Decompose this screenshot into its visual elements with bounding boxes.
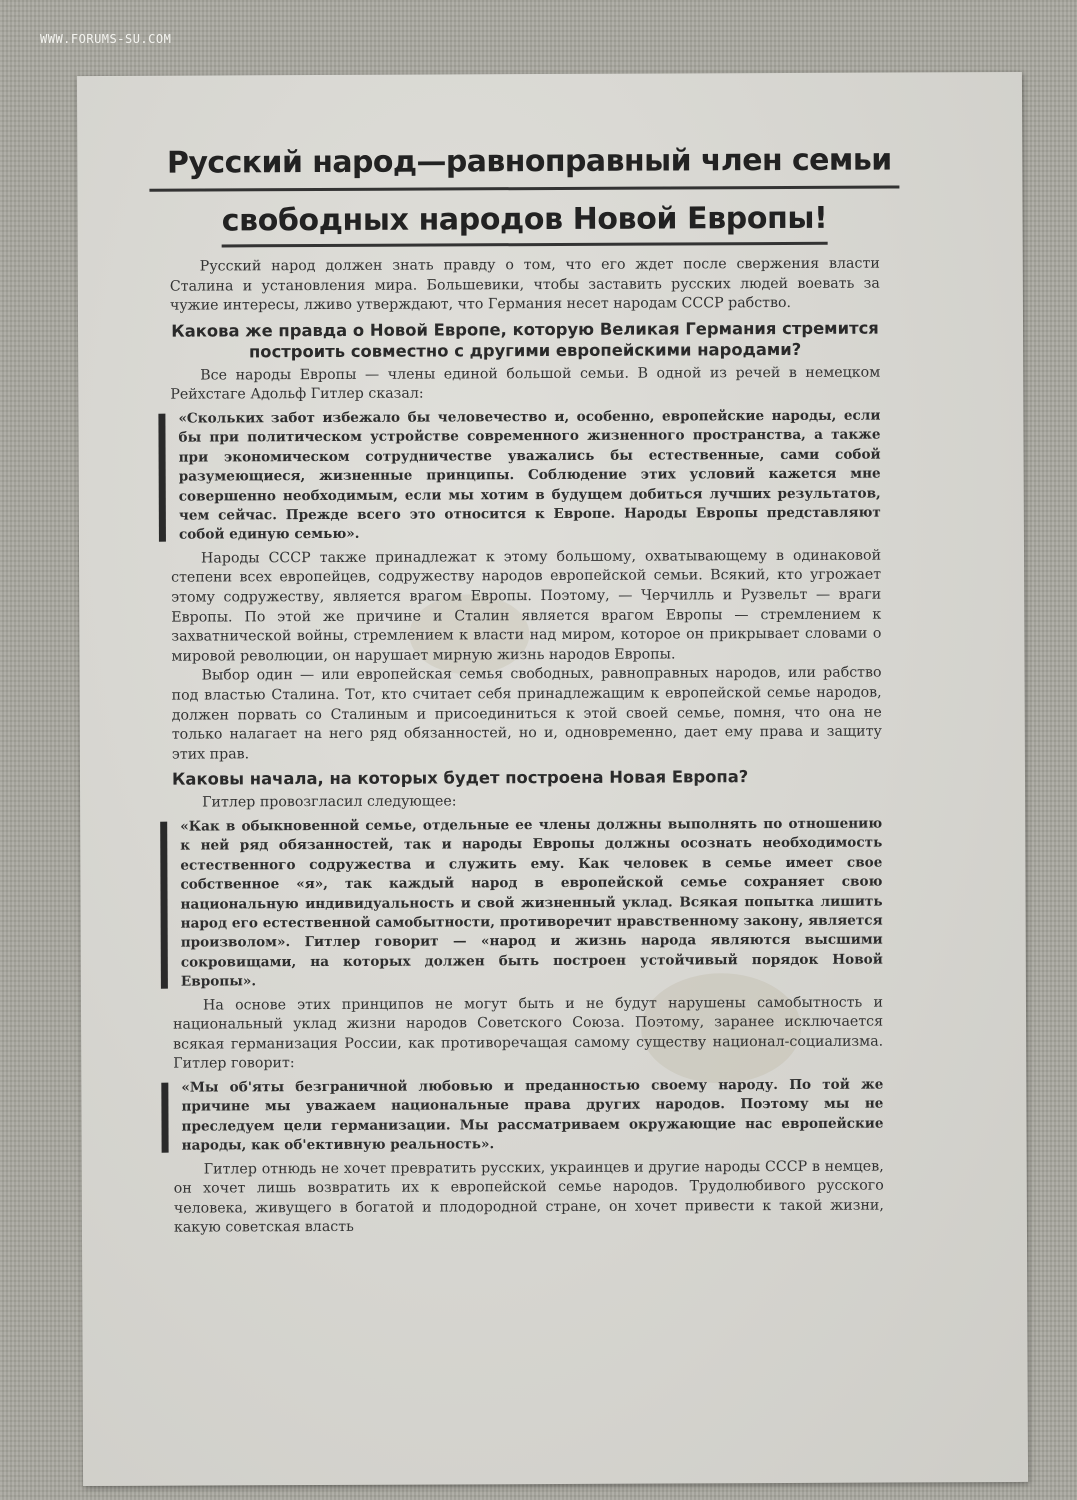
leaflet-page (77, 72, 1028, 1486)
quote-2: «Как в обыкновенной семье, отдельные ее члены должны выполнять по отношению к ней ряд обязанностей, так и народы Европы должны осознать необходимость естественного содружества и служить ему. Как человек в семье имеет свое собственное «я», так каждый народ в европейской семье сохраняет свою национальную индивидуальность и свой жизненный уклад. Всякая попытка лишить народ его естественной самобытности, противоречит нравственному закону, является произволом». Гитлер говорит — «народ и жизнь народа являются высшими сокровищами, на которых должен быть построен устойчивый порядок Новой Европы». (180, 815, 883, 990)
heading-principles: Каковы начала, на которых будет построена Новая Европа? (171, 767, 749, 790)
title-line-2: свободных народов Новой Европы! (222, 201, 828, 248)
quote-block-1 (158, 407, 881, 546)
paragraph-principles-basis: На основе этих принципов не могут быть и не будут нарушены самобытность и национальный уклад жизни народов Советского Союза. Поэтому, заранее исключается всякая германизация России, как противоречащая самому существу национал-социализма. Гитлер говорит: (173, 994, 884, 1073)
paragraph-european-family: Все народы Европы — члены единой большой семьи. В одной из речей в немецком Рейхстаге Адольф Гитлер сказал: (170, 364, 881, 404)
heading-new-europe-truth: Какова же правда о Новой Европе, которую Великая Германия стремится построить совместно с другими европейскими народами? (171, 318, 879, 362)
title-rule (149, 185, 899, 191)
intro-paragraph: Русский народ должен знать правду о том, что его ждет после свержения власти Сталина и установления мира. Большевики, чтобы заставить русских людей воевать за чужие интересы, лживо утверждают, что Германия несет народам СССР рабство. (169, 255, 880, 314)
watermark: WWW.FORUMS-SU.COM (40, 32, 172, 46)
quote-1: «Скольких забот избежало бы человечество и, особенно, европейские народы, если бы при политическом устройстве современного жизненного пространства, а также при экономическом сотрудничестве уважались бы естественные, сами собой разумеющиеся, жизненные принципы. Соблюдение этих условий кажется мне совершенно необходимым, если мы хотим в будущем добиться лучших результатов, чем сейчас. Прежде всего это относится к Европе. Народы Европы представляют собой единую семью». (178, 407, 881, 544)
paragraph-choice: Выбор один — или европейская семья свободных, равноправных народов, или рабство под властью Сталина. Тот, кто считает себя принадлежащим к европейской семье народов, должен порвать со Сталиным и присоединиться к этой своей семье, помня, что она не только налагает на него ряд обязанностей, но и, одновременно, дает ему права и защиту этих прав. (171, 664, 882, 763)
quote-bar (160, 822, 168, 989)
title-line-1: Русский народ—равноправный член семьи (166, 142, 892, 181)
quote-block-3 (161, 1076, 883, 1157)
quote-bar (158, 414, 166, 542)
quote-bar (161, 1083, 168, 1153)
quote-block-2 (160, 814, 883, 992)
leaflet-content (166, 142, 892, 1239)
paragraph-proclaimed: Гитлер провозгласил следующее: (202, 793, 457, 811)
paragraph-ussr-peoples: Народы СССР также принадлежат к этому большому, охватывающему в одинаковой степени всех европейцев, содружеству народов европейской семьи. Всякий, кто угрожает этому содружеству, является врагом Европы. Поэтому, — Черчилль и Рузвельт — враги Европы. По этой же причине и Сталин является врагом Европы — стремлением к захватнической войны, стремлением к власти над миром, которое он прикрывает словами о мировой революции, он нарушает мирную жизнь народов Европы. (171, 547, 882, 665)
quote-3: «Мы об'яты безграничной любовью и преданностью своему народу. По той же причине мы уважаем национальные права других народов. Поэтому мы не преследуем цели германизации. Мы рассматриваем окружающие нас европейские народы, как об'ективную реальность». (181, 1076, 884, 1154)
paragraph-final: Гитлер отнюдь не хочет превратить русских, украинцев и другие народы СССР в немцев, он хочет лишь возвратить их к европейской семье народов. Трудолюбивого русского человека, живущего в богатой и плодородной стране, он хочет привести к такой жизни, какую советская власть (173, 1158, 884, 1237)
